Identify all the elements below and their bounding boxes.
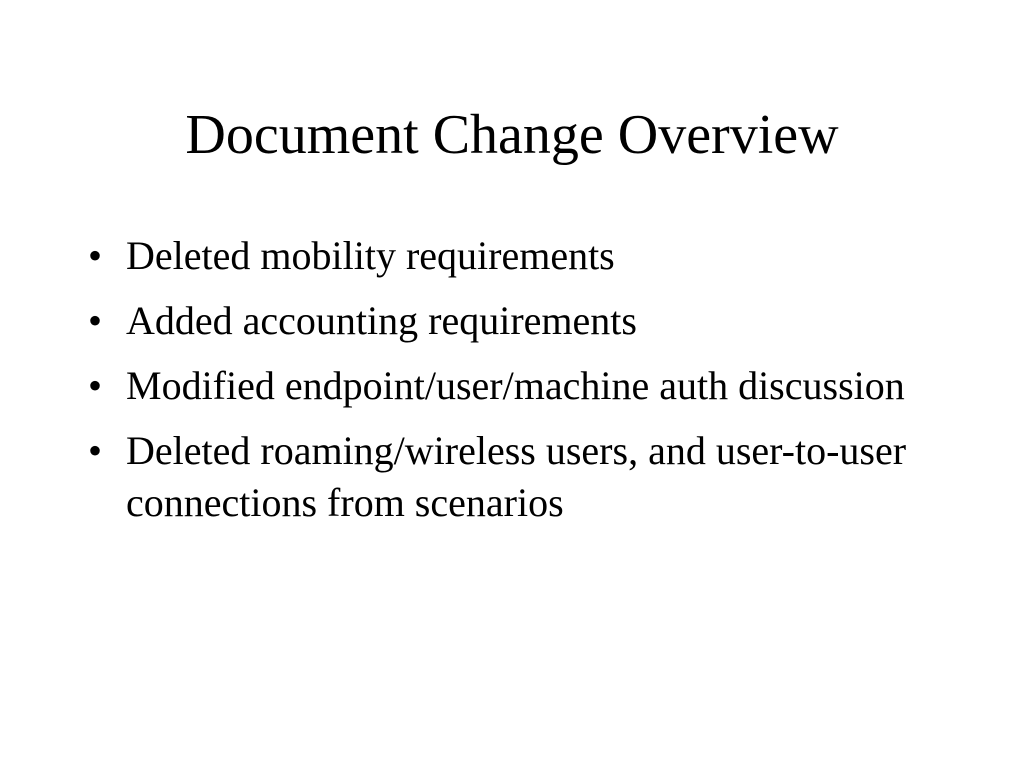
bullet-text: Deleted mobility requirements	[126, 233, 615, 278]
bullet-text: Deleted roaming/wireless users, and user-to-user connections from scenarios	[126, 428, 907, 525]
bullet-item-modified-auth	[88, 360, 928, 412]
bullet-icon: •	[88, 428, 103, 473]
bullet-item-added-accounting	[88, 295, 928, 347]
bullet-list	[88, 230, 928, 542]
bullet-item-deleted-mobility	[88, 230, 928, 282]
bullet-icon: •	[88, 233, 103, 278]
bullet-text: Modified endpoint/user/machine auth discussion	[126, 363, 905, 408]
bullet-icon: •	[88, 298, 103, 343]
slide-title: Document Change Overview	[185, 104, 839, 166]
bullet-item-deleted-roaming	[88, 425, 928, 529]
bullet-icon: •	[88, 363, 103, 408]
bullet-text: Added accounting requirements	[126, 298, 637, 343]
